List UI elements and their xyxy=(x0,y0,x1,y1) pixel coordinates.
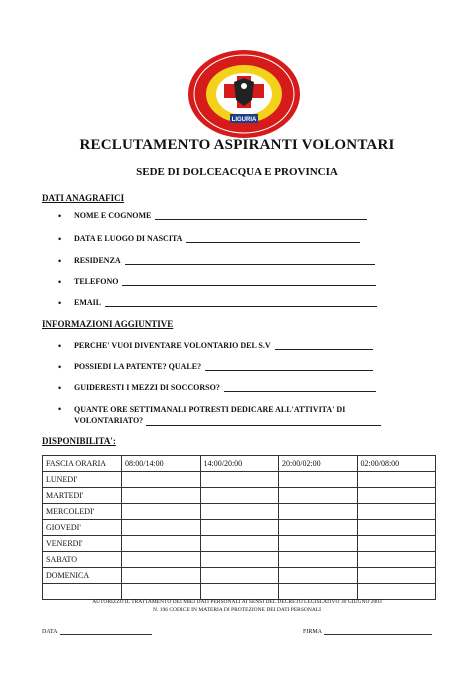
input-line[interactable] xyxy=(186,234,360,243)
table-row xyxy=(43,536,436,552)
slot-cell[interactable] xyxy=(122,504,201,520)
slot-cell[interactable] xyxy=(279,552,358,568)
input-line[interactable] xyxy=(205,362,373,371)
input-line[interactable] xyxy=(125,256,375,265)
slot-cell[interactable] xyxy=(122,472,201,488)
slot-cell[interactable] xyxy=(357,552,436,568)
header-cell: 14:00/20:00 xyxy=(200,456,279,472)
signature-field[interactable]: FIRMA xyxy=(303,628,432,635)
slot-cell[interactable] xyxy=(200,520,279,536)
header-cell: 20:00/02:00 xyxy=(279,456,358,472)
input-line[interactable] xyxy=(224,383,376,392)
input-line[interactable] xyxy=(155,211,367,220)
slot-cell[interactable] xyxy=(200,472,279,488)
input-line[interactable] xyxy=(324,628,432,635)
section-heading-aggiuntive: INFORMAZIONI AGGIUNTIVE xyxy=(42,319,174,329)
slot-cell[interactable] xyxy=(279,504,358,520)
slot-cell[interactable] xyxy=(279,472,358,488)
header-cell: 02:00/08:00 xyxy=(357,456,436,472)
input-line[interactable] xyxy=(146,417,381,426)
slot-cell[interactable] xyxy=(200,568,279,584)
field-email[interactable]: • EMAIL xyxy=(58,298,377,307)
page-subtitle: SEDE DI DOLCEACQUA E PROVINCIA xyxy=(136,166,338,178)
slot-cell[interactable] xyxy=(200,504,279,520)
svg-text:LIGURIA: LIGURIA xyxy=(231,117,257,123)
slot-cell[interactable] xyxy=(357,536,436,552)
privacy-note: AUTORIZZO IL TRATTAMENTO DEI MIEI DATI PERSONALI AI SENSI DEL DECRETO LEGISLATIVO 30 GIUGNO 2003 N. 196 CODICE IN MATERIA DI PROTEZIONE DEI DATI PERSONALI xyxy=(92,599,382,613)
date-field[interactable]: DATA xyxy=(42,628,152,635)
field-data-luogo-nascita[interactable]: • DATA E LUOGO DI NASCITA xyxy=(58,234,360,243)
slot-cell[interactable] xyxy=(357,568,436,584)
table-row xyxy=(43,488,436,504)
slot-cell[interactable] xyxy=(122,568,201,584)
field-nome-cognome[interactable]: • NOME E COGNOME xyxy=(58,211,367,220)
day-cell: DOMENICA xyxy=(43,568,122,584)
table-row xyxy=(43,552,436,568)
slot-cell[interactable] xyxy=(357,472,436,488)
slot-cell[interactable] xyxy=(200,536,279,552)
slot-cell[interactable] xyxy=(122,520,201,536)
slot-cell[interactable] xyxy=(122,552,201,568)
day-cell: MARTEDI' xyxy=(43,488,122,504)
field-perche-volontario[interactable]: • PERCHE' VUOI DIVENTARE VOLONTARIO DEL S.V xyxy=(58,341,373,350)
slot-cell[interactable] xyxy=(122,536,201,552)
slot-cell[interactable] xyxy=(279,520,358,536)
header-cell: FASCIA ORARIA xyxy=(43,456,122,472)
input-line[interactable] xyxy=(60,628,152,635)
table-row xyxy=(43,472,436,488)
table-row xyxy=(43,568,436,584)
day-cell: MERCOLEDI' xyxy=(43,504,122,520)
day-cell: VENERDI' xyxy=(43,536,122,552)
day-cell: LUNEDI' xyxy=(43,472,122,488)
section-heading-anagrafici: DATI ANAGRAFICI xyxy=(42,193,125,203)
input-line[interactable] xyxy=(275,341,373,350)
day-cell: SABATO xyxy=(43,552,122,568)
slot-cell[interactable] xyxy=(122,488,201,504)
header-cell: 08:00/14:00 xyxy=(122,456,201,472)
input-line[interactable] xyxy=(105,298,377,307)
field-telefono[interactable]: • TELEFONO xyxy=(58,277,376,286)
field-mezzi-soccorso[interactable]: • GUIDERESTI I MEZZI DI SOCCORSO? xyxy=(58,383,376,392)
slot-cell[interactable] xyxy=(279,568,358,584)
field-patente[interactable]: • POSSIEDI LA PATENTE? QUALE? xyxy=(58,362,373,371)
availability-table xyxy=(42,455,436,600)
field-ore-settimanali[interactable]: • QUANTE ORE SETTIMANALI POTRESTI DEDICARE ALL'ATTIVITA' DI VOLONTARIATO? xyxy=(58,404,404,426)
input-line[interactable] xyxy=(122,277,376,286)
day-cell: GIOVEDI' xyxy=(43,520,122,536)
slot-cell[interactable] xyxy=(357,488,436,504)
page-title: RECLUTAMENTO ASPIRANTI VOLONTARI xyxy=(79,137,395,153)
association-logo xyxy=(186,48,302,140)
slot-cell[interactable] xyxy=(200,552,279,568)
slot-cell[interactable] xyxy=(279,536,358,552)
table-row xyxy=(43,520,436,536)
slot-cell[interactable] xyxy=(357,520,436,536)
slot-cell[interactable] xyxy=(200,488,279,504)
field-residenza[interactable]: • RESIDENZA xyxy=(58,256,375,265)
slot-cell[interactable] xyxy=(357,504,436,520)
table-row xyxy=(43,504,436,520)
section-heading-disponibilita: DISPONIBILITA': xyxy=(42,436,116,446)
table-header-row xyxy=(43,456,436,472)
slot-cell[interactable] xyxy=(279,488,358,504)
